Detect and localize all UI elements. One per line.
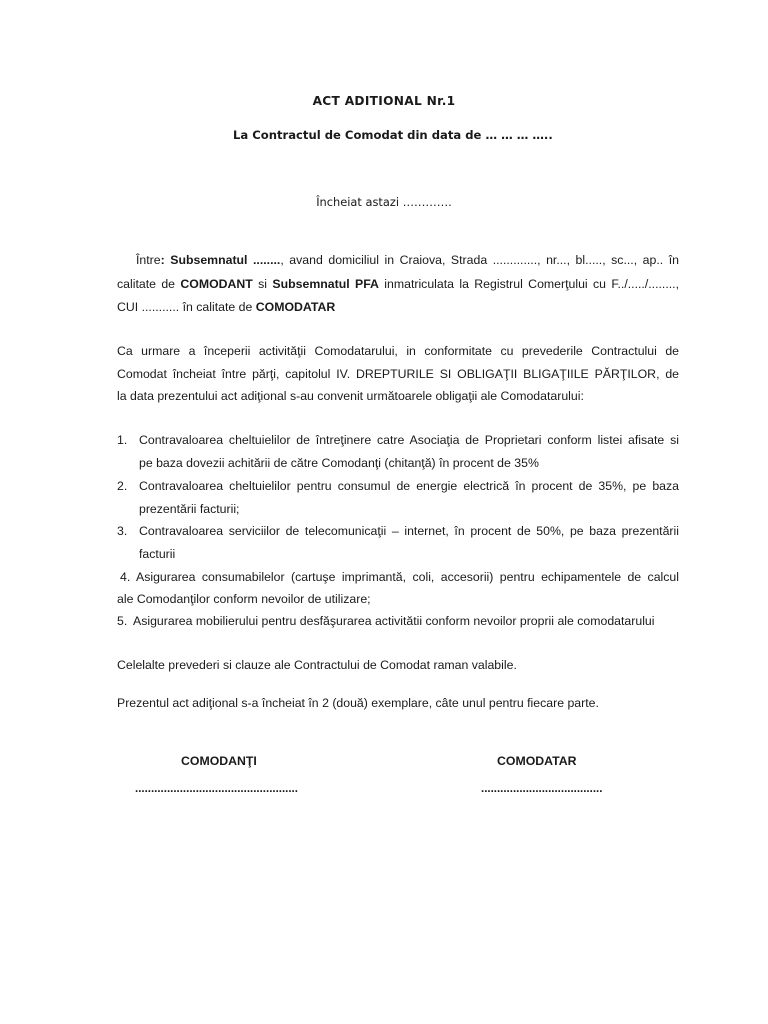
list-item-number: 3. <box>117 524 128 538</box>
signature-line-comodanti: ................................................... <box>135 783 298 795</box>
context-line-3: la data prezentului act adiţional s-au convenit următoarele obligaţii ale Comodatarului: <box>117 389 584 403</box>
list-item-line: Asigurarea consumabilelor (cartuşe imprimantă, coli, accesorii) pentru echipamentele de calcul <box>136 570 679 584</box>
parties-line-1: Între: Subsemnatul ........, avand domiciliul in Craiova, Strada ............., nr..., bl....., sc..., ap.. în <box>136 253 679 267</box>
signature-line-comodatar: ...................................... <box>481 783 603 795</box>
list-item-number: 2. <box>117 479 128 493</box>
list-item-line: ale Comodanţilor conform nevoilor de utilizare; <box>117 592 371 606</box>
signature-label-comodanti: COMODANŢI <box>181 754 257 768</box>
document-title: ACT ADITIONAL Nr.1 <box>312 94 456 108</box>
parties-line-3: CUI ........... în calitate de COMODATAR <box>117 300 336 314</box>
list-item-line: Contravaloarea cheltuielilor pentru consumul de energie electrică în procent de 35%, pe baza <box>139 479 679 493</box>
context-line-2: Comodat încheiat între părţi, capitolul IV. DREPTURILE SI OBLIGAŢII BLIGAŢIILE PĂRŢILOR, de <box>117 367 679 381</box>
document-subtitle: La Contractul de Comodat din data de … … … ….. <box>233 128 553 142</box>
list-item-line: facturii <box>139 547 176 561</box>
list-item-line: prezentării facturii; <box>139 502 240 516</box>
list-item-number: 4. <box>120 570 131 584</box>
context-line-1: Ca urmare a începerii activităţii Comodatarului, in conformitate cu prevederile Contractului de <box>117 344 679 358</box>
closing-clause: Celelalte prevederi si clauze ale Contractului de Comodat raman valabile. <box>117 658 517 672</box>
list-item-line: Contravaloarea cheltuielilor de întreţinere catre Asociaţia de Proprietari conform listei afisate si <box>139 433 679 447</box>
list-item-number: 5. <box>117 614 128 628</box>
list-item-line: Contravaloarea serviciilor de telecomunicaţii – internet, în procent de 50%, pe baza prezentării <box>139 524 679 538</box>
signature-label-comodatar: COMODATAR <box>497 754 577 768</box>
parties-line-2: calitate de COMODANT si Subsemnatul PFA inmatriculata la Registrul Comerţului cu F../...../........, <box>117 277 680 291</box>
copies-clause: Prezentul act adiţional s-a încheiat în 2 (două) exemplare, câte unul pentru fiecare parte. <box>117 696 599 710</box>
concluded-date-line: Încheiat astazi …………. <box>316 195 452 209</box>
list-item-number: 1. <box>117 433 128 447</box>
list-item-line: pe baza dovezii achitării de către Comodanţi (chitanţă) în procent de 35% <box>139 456 539 470</box>
list-item-line: Asigurarea mobilierului pentru desfăşurarea activitătii conform nevoilor proprii ale comodatarului <box>133 614 655 628</box>
